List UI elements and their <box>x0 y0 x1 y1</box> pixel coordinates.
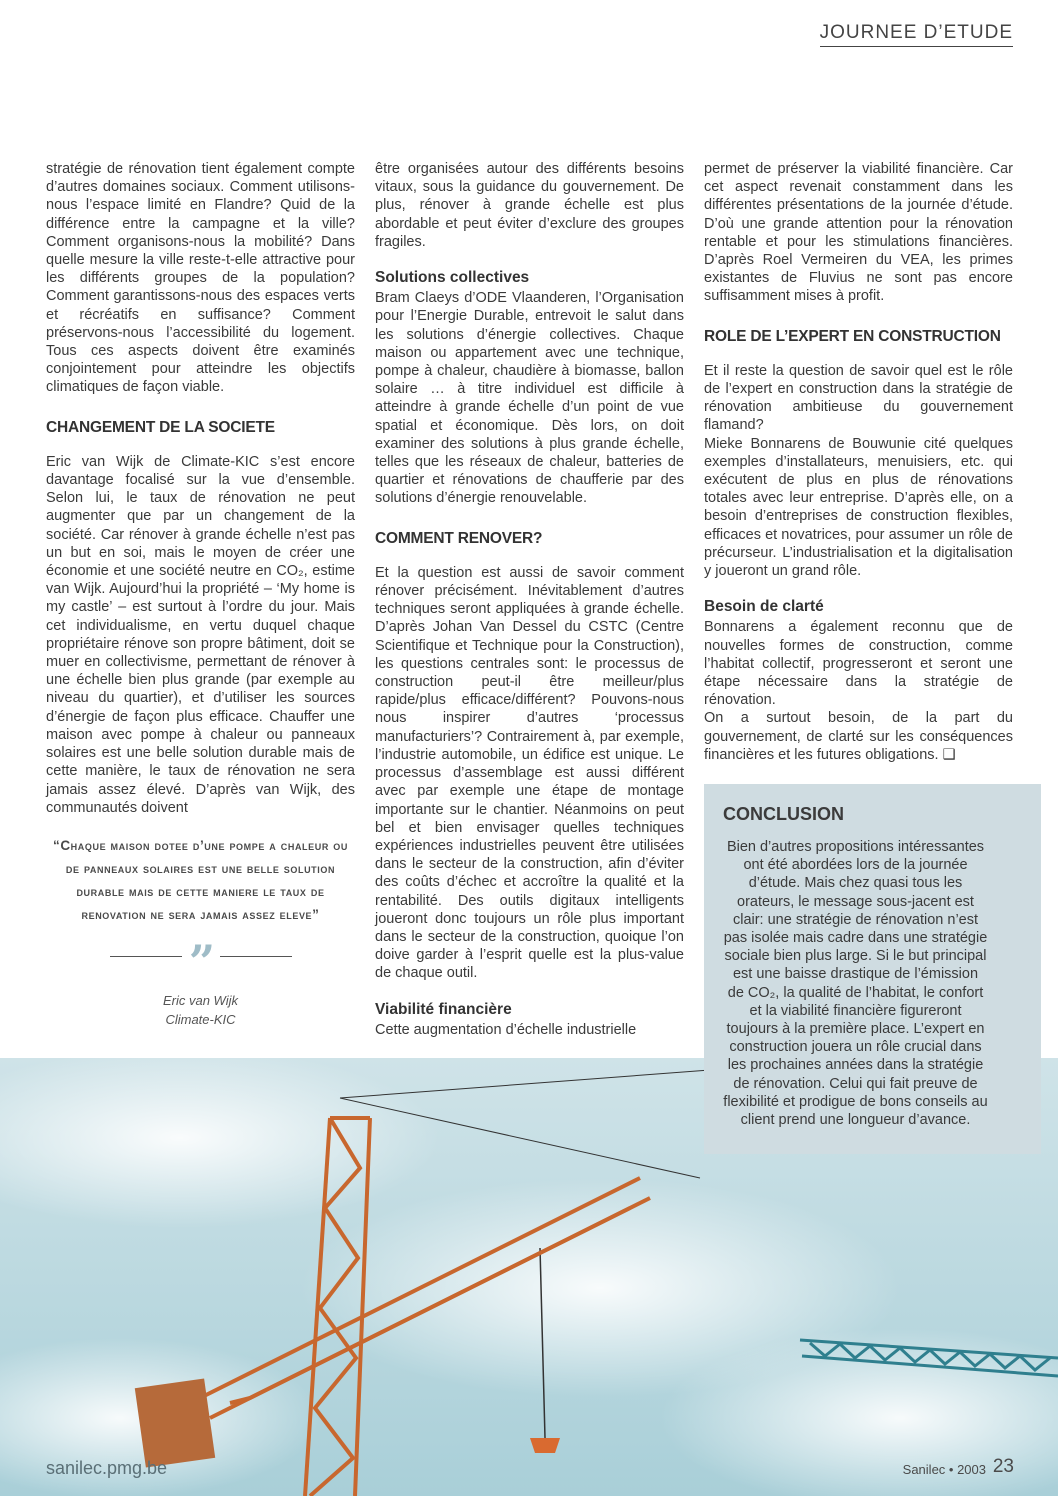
article-column-1 <box>46 160 355 817</box>
conclusion-box <box>704 784 1041 1154</box>
article-column-2 <box>375 160 684 1039</box>
paragraph: stratégie de rénovation tient également compte d’autres domaines sociaux. Comment utilisons-nous l’espace limité en Flandre? Quid de la différence entre la campagne et la ville? Comment organisons-nous la mobilité? Dans quelle mesure la ville reste-t-elle attractive pour les différents groupes de la population? Comment garantissons-nous des espaces verts et récréatifs en suffisance? Comment préservons-nous l’accessibilité du logement. Tous ces aspects doivent être examinés conjointement pour atteindre les objectifs climatiques de façon viable. <box>46 161 355 396</box>
page-number: 23 <box>992 1456 1014 1477</box>
section-header: JOURNEE D’ETUDE <box>820 22 1013 47</box>
quote-author: Eric van Wijk <box>162 993 238 1008</box>
divider-line <box>110 956 182 957</box>
conclusion-title: CONCLUSION <box>723 804 844 824</box>
paragraph: Cette augmentation d’échelle industrielle <box>375 1021 637 1038</box>
section-heading: CHANGEMENT DE LA SOCIETE <box>46 418 275 436</box>
paragraph: Eric van Wijk de Climate-KIC s’est encore davantage focalisé sur la vue d’ensemble. Selon lui, le taux de rénovation ne peut augmenter que par un changement de la société. Car rénover à grande échelle n’est pas un but en soi, mais le moyen de créer une économie et une société neutre en CO₂, estime van Wijk. Aujourd’hui la propriété – ‘My home is my castle’ – est surtout à l’ordre du jour. Mais cet individualisme, en vertu duquel chaque propriétaire rénove son propre bâtiment, doit se muer en collectivisme, permettant de rénover à une échelle bien plus grande (par exemple au niveau du quartier), et d’utiliser les sources d’énergie de façon plus efficace. Chauffer une maison avec pompe à chaleur ou panneaux solaires est une belle solution durable mais de cette manière, le taux de rénovation ne sera jamais assez élevé. D’après van Wijk, des communautés doivent <box>46 453 355 816</box>
website-link[interactable]: sanilec.pmg.be <box>46 1458 168 1478</box>
quote-attribution <box>46 991 355 1029</box>
magazine-issue: Sanilec • 2003 <box>902 1462 986 1477</box>
paragraph: On a surtout besoin, de la part du gouvernement, de clarté sur les conséquences financières et les futures obligations. ❑ <box>704 710 1013 763</box>
paragraph: être organisées autour des différents besoins vitaux, sous la guidance du gouvernement. De plus, rénover à grande échelle est plus abordable et peut éviter d’exclure des groupes fragiles. <box>375 161 684 250</box>
quote-mark-icon: ” <box>188 935 216 989</box>
paragraph: Bonnarens a également reconnu que de nouvelles formes de construction, comme l’habitat collectif, progresseront et seront une étape nécessaire dans la stratégie de rénovation. <box>704 619 1013 709</box>
section-heading: ROLE DE L’EXPERT EN CONSTRUCTION <box>704 327 1001 345</box>
quote-organization: Climate-KIC <box>165 1012 236 1027</box>
sub-heading: Besoin de clarté <box>704 598 824 616</box>
paragraph: Et la question est aussi de savoir comment rénover précisément. Inévitablement d’autres techniques seront appliquées à grande échelle. D’après Johan Van Dessel du CSTC (Centre Scientifique et Technique pour la Construction), les questions centrales sont: le processus de construction peut-il être meilleur/plus rapide/plus efficace/différent? Pouvons-nous nous inspirer d’autres ‘processus manufacturiers’? Contrairement à, par exemple, l’industrie automobile, un édifice est unique. Le processus d’assemblage est aussi différent avec par exemple une étape de montage importante sur le chantier. Néanmoins on peut bel et bien envisager quelles techniques expériences industrielles peuvent être utilisées dans le secteur de la construction, afin d’éviter des coûts d’échec et accroître la qualité et la rentabilité. Des outils digitaux intelligents joueront donc toujours un rôle plus important dans le secteur de la construction, quoique l’on doive garder à l’esprit quelle est la plus-value de chaque outil. <box>375 564 684 982</box>
sub-heading: Solutions collectives <box>375 269 530 287</box>
section-heading: COMMENT RENOVER? <box>375 529 543 547</box>
sub-heading: Viabilité financière <box>375 1000 512 1018</box>
paragraph: Bram Claeys d’ODE Vlaanderen, l’Organisation pour l’Energie Durable, entrevoit le salut dans les solutions d’énergie collectives. Chaque maison ou appartement avec une technique, pompe à chaleur, chaudière à biomasse, ballon solaire … à titre individuel est difficile à atteindre à grande échelle d’un point de vue spatial et économique. Dès lors, on doit examiner des solutions à plus grande échelle, telles que les réseaux de chaleur, batteries de quartier et rénovations de chaufferie par des solutions d’énergie renouvelable. <box>375 290 684 507</box>
article-column-3 <box>704 160 1013 764</box>
divider-line <box>220 956 292 957</box>
paragraph: Et il reste la question de savoir quel est le rôle de l’expert en construction dans la stratégie de rénovation ambitieuse du gouvernement flamand? <box>704 362 1013 434</box>
pull-quote: “Chaque maison dotee d’une pompe a chaleur ou de panneaux solaires est une belle solution durable mais de cette maniere le taux de renovation ne sera jamais assez eleve” <box>52 838 348 922</box>
paragraph: permet de préserver la viabilité financière. Car cet aspect revenait constamment dans les différentes présentations de la journée d’étude. D’où une grande attention pour la rénovation rentable et pour les stimulations financières. D’après Roel Vermeiren du VEA, les primes existantes de Fluvius ne sont pas encore suffisamment mises à profit. <box>704 161 1013 305</box>
quote-divider <box>110 935 292 989</box>
paragraph: Mieke Bonnarens de Bouwunie cité quelques exemples d’installateurs, menuisiers, etc. qui exécutent de plus en plus de rénovations totales avec leur entreprise. D’après elle, on a besoin d’entreprises de construction flexibles, efficaces et novatrices, pour assumer un rôle de précurseur. L’industrialisation et la digitalisation y joueront un grand rôle. <box>704 435 1013 580</box>
conclusion-text: Bien d’autres propositions intéressantes ont été abordées lors de la journée d’étude. Mais chez quasi tous les orateurs, le message sous-jacent est clair: une stratégie de rénovation n’est pas isolée mais cadre dans une stratégie sociale bien plus large. Si le but principal est une baisse drastique de l’émission de CO₂, la qualité de l’habitat, le confort et la viabilité financière figureront toujours à la première place. L’expert en construction jouera un rôle crucial dans les prochaines années dans la stratégie de rénovation. Celui qui fait preuve de flexibilité et prodigue de bons conseils au client prend une longueur d’avance. <box>723 839 988 1129</box>
